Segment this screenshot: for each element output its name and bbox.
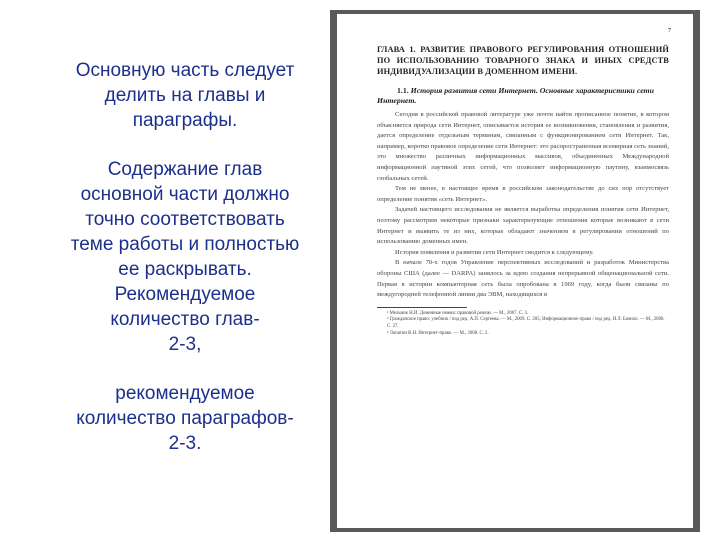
text-line: точно соответствовать	[85, 209, 285, 230]
footnote: ² Гражданское право: учебник / под ред. А.П. Сергеева. — М., 2009. С. 205; Информационное право / под ред. И.Л. Бачило. — М., 2008. С. 27.	[387, 317, 665, 330]
text-line: количество глав-	[110, 309, 260, 330]
text-line: теме работы и полностью	[70, 234, 300, 255]
body-paragraph: Задачей настоящего исследования не является выработка определения понятия сети Интернет, поэтому рассмотрим некоторые признаки характеризующие отношения которые возникают в сети Интернет и выявить те из них, которые обладают значением в регулировании отношений по использованию доменных имен.	[377, 206, 669, 246]
section-title: История развития сети Интернет. Основные характеристики сети Интернет.	[377, 86, 654, 105]
text-line: 2-3.	[168, 433, 202, 454]
text-line: количество параграфов-	[76, 408, 294, 429]
text-block-main	[40, 58, 330, 133]
text-line: делить на главы и	[104, 85, 266, 106]
text-line: Основную часть следует	[75, 60, 295, 81]
text-line: основной части должно	[80, 184, 290, 205]
body-paragraph: В начале 70-х годов Управление перспективных исследований и разработок Министерства обороны США (далее — DARPA) занялось за идею создания непрерывной общенациональной сети. Первая в истории компьютерная сеть была опробована в 1969 году, когда были связаны по междугородней телефонной линии два ЭВМ, находящихся в	[377, 259, 669, 299]
document-page	[337, 14, 693, 528]
footnote: ¹ Мельник Н.И. Доменные имена: правовой режим. — М., 2007. С. 3.	[387, 310, 529, 316]
page-number: 7	[668, 28, 671, 34]
text-line: рекомендуемое	[115, 383, 255, 404]
footnote-divider	[377, 307, 467, 308]
section-heading	[377, 86, 669, 106]
body-paragraph: Сегодня в российской правовой литературе уже почти найти прописанное понятие, в котором объясняется природа сети Интернет, описывается история ее возникновения, становления и развития, дается определение отдельным терминам, связанным с функционированием сети Интернет. Так, например, коротко правовое определение сети Интернет: это распространенная всемирная сеть знаний, это множество различных информационных массивов, объединенных Международной информационной паутиной этих сетей, что позволяет информационную паутину, взаимосвязь глобальных сетей.	[377, 111, 669, 182]
text-line: Содержание глав	[107, 159, 263, 180]
text-block-content	[40, 157, 330, 357]
text-line: параграфы.	[132, 110, 238, 131]
text-line: 2-3,	[168, 334, 202, 355]
text-block-paragraphs	[40, 381, 330, 456]
slide-text	[40, 58, 330, 456]
text-line: Рекомендуемое	[114, 284, 256, 305]
chapter-heading: ГЛАВА 1. РАЗВИТИЕ ПРАВОВОГО РЕГУЛИРОВАНИЯ ОТНОШЕНИЙ ПО ИСПОЛЬЗОВАНИЮ ТОВАРНОГО ЗНАКА И ИНЫХ СРЕДСТВ ИНДИВИДУАЛИЗАЦИИ В ДОМЕННОМ ИМЕНИ.	[377, 45, 669, 76]
footnote: ³ Лопатин В.Н. Интернет-право. — М., 2008. С. 2.	[387, 331, 489, 337]
body-paragraph: История появления и развития сети Интернет сводится к следующему.	[395, 248, 594, 256]
text-line: ее раскрывать.	[118, 259, 252, 280]
document-body	[377, 44, 669, 338]
body-paragraph: Тем не менее, в настоящее время в российском законодательстве до сих пор отсутствует определение понятия «сеть Интернет».	[377, 185, 669, 203]
section-number: 1.1.	[397, 86, 409, 95]
